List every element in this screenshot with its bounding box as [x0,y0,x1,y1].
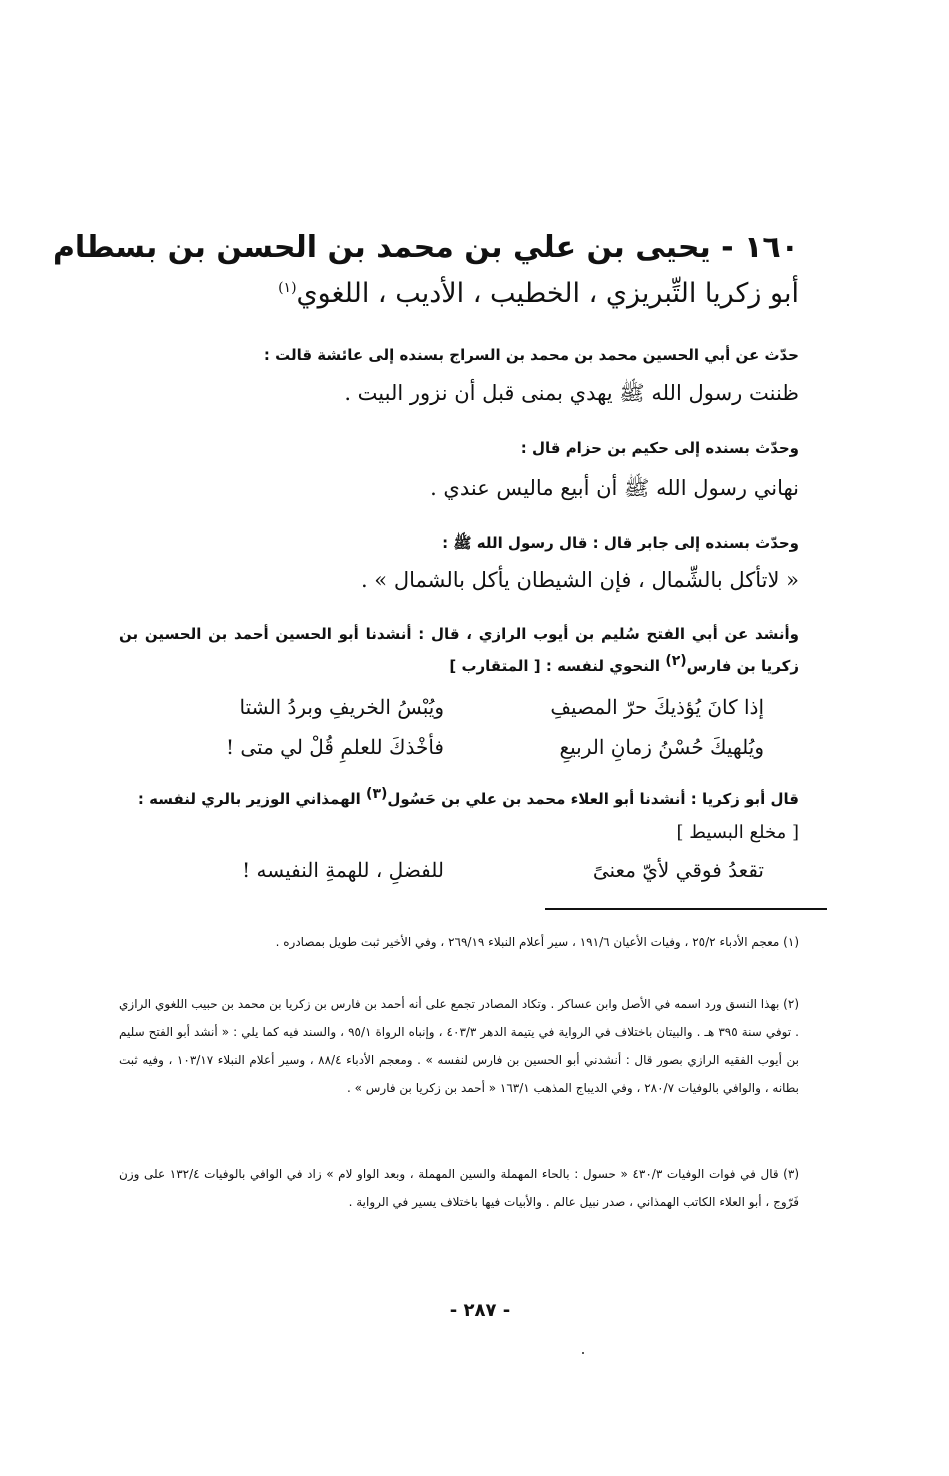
subtitle-text: أبو زكريا التِّبريزي ، الخطيب ، الأديب ، اللغوي [296,278,799,309]
poem-1-intro-tail: النحوي لنفسه : [ المتقارب ] [449,657,661,675]
verse-hemistich-second: ويُبْسُ الخريفِ وبردُ الشتا [239,695,444,719]
footnote-ref-2: (٢) [665,653,687,669]
hadith-2-matn: نهاني رسول الله ﷺ أن أبيع ماليس عندي . [430,476,799,500]
poem-2-intro [119,783,799,815]
verse-hemistich-first: إذا كانَ يُؤذيكَ حرّ المصيفِ [550,695,764,719]
scan-speck [582,1352,584,1354]
footnote-ref-1: (١) [278,280,297,296]
hadith-3-isnad: وحدّث بسنده إلى جابر قال : قال رسول الله ﷺ : [442,534,799,552]
poem-2-verse-1 [184,853,764,887]
poem-2-intro-tail: الهمذاني الوزير بالري لنفسه : [137,790,361,808]
hadith-1-matn: ظننت رسول الله ﷺ يهدي بمنى قبل أن نزور البيت . [344,381,799,405]
footnote-divider [545,908,827,910]
poem-1-intro-text: وأنشد عن أبي الفتح سُليم بن أيوب الرازي ، قال : أنشدنا أبو الحسين أحمد بن الحسين بن زكريا بن فارس [119,625,799,675]
entry-title: ١٦٠ - يحيى بن علي بن محمد بن الحسن بن بسطام [52,230,799,265]
footnote-3: (٣) قال في فوات الوفيات ٤٣٠/٣ « حسول : بالحاء المهملة والسين المهملة ، وبعد الواو لام » زاد في الوافي بالوفيات ١٣٢/٤ على وزن فَرّوج ، أبو العلاء الكاتب الهمذاني ، صدر نبيل عالم . والأبيات فيها باختلاف يسير في الرواية . [119,1167,800,1209]
poem-2-intro-text: قال أبو زكريا : أنشدنا أبو العلاء محمد بن علي بن حَسُول [387,790,799,808]
poem-1-intro [119,618,799,682]
hadith-2-isnad: وحدّث بسنده إلى حكيم بن حزام قال : [520,439,799,457]
poem-1-verse-1 [184,690,764,724]
poem-1-verse-2 [184,730,764,764]
verse-hemistich-first: ويُلهيكَ حُسْنُ زمانِ الربيعِ [559,735,764,759]
verse-hemistich-second: فأخْذكَ للعلمِ قُلْ لي متى ! [225,735,444,759]
hadith-1-isnad: حدّث عن أبي الحسين محمد بن محمد بن السراج بسنده إلى عائشة قالت : [263,346,799,364]
verse-hemistich-second: للفضلِ ، للهمةِ النفيسه ! [242,858,444,882]
entry-subtitle [119,276,799,312]
footnote-2: (٢) بهذا النسق ورد اسمه في الأصل وابن عساكر . وتكاد المصادر تجمع على أنه أحمد بن فارس بن زكريا بن محمد بن حبيب اللغوي الرازي . توفي سنة ٣٩٥ هـ . والبيتان باختلاف في الرواية في يتيمة الدهر ٤٠٣/٣ ، وإنباه الرواة ٩٥/١ ، والسند فيه كما يلي : « أنشد أبو الفتح سليم بن أيوب الفقيه الرازي بصور قال : أنشدني أبو الحسين بن فارس لنفسه » . ومعجم الأدباء ٨٨/٤ ، وسير أعلام النبلاء ١٠٣/١٧ ، وفيه ثبت بطانه ، والوافي بالوفيات ٢٨٠/٧ ، وفي الديباج المذهب ١٦٣/١ « أحمد بن زكريا بن فارس » . [119,997,800,1095]
poem-2-meter: [ مخلع البسيط ] [676,822,799,843]
hadith-3-matn: « لاتأكل بالشِّمال ، فإن الشيطان يأكل بالشمال » . [360,568,799,592]
page-number: - ٢٨٧ - [449,1300,511,1321]
verse-hemistich-first: تقعدُ فوقي لأيّ معنىً [592,858,764,882]
footnote-ref-3: (٣) [366,786,388,802]
footnote-1: (١) معجم الأدباء ٢٥/٢ ، وفيات الأعيان ١٩١/٦ ، سير أعلام النبلاء ٢٦٩/١٩ ، وفي الأخير ثبت طويل بمصادره . [275,935,799,949]
